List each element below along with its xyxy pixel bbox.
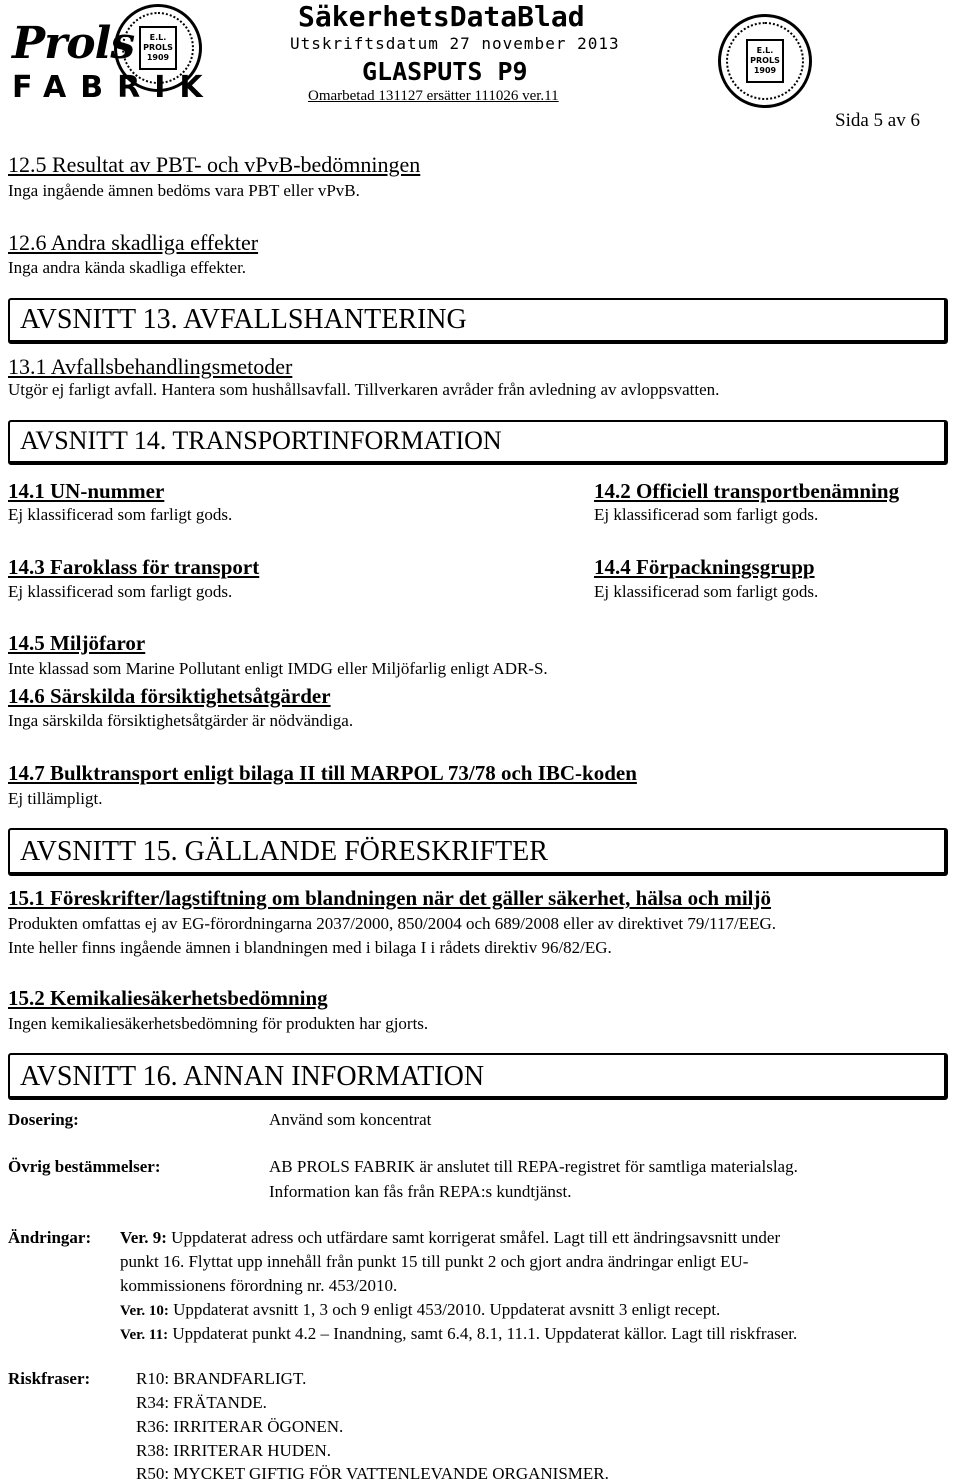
change-v9-line2: punkt 16. Flyttat upp innehåll från punkt 15 till punkt 2 och gjort andra ändringar enligt EU- xyxy=(120,1252,749,1271)
text-14-2: Ej klassificerad som farligt gods. xyxy=(594,505,819,524)
text-12-5: Inga ingående ämnen bedöms vara PBT eller vPvB. xyxy=(8,181,360,200)
risk-label: Riskfraser: xyxy=(8,1369,91,1388)
seal-text: 1909 xyxy=(146,53,170,62)
change-v10-text: Uppdaterat avsnitt 1, 3 och 9 enligt 453/2010. Uppdaterat avsnitt 3 enligt recept. xyxy=(173,1300,721,1319)
section-13-box xyxy=(8,298,948,344)
text-14-3: Ej klassificerad som farligt gods. xyxy=(8,582,233,601)
risk-phrase-r36: R36: IRRITERAR ÖGONEN. xyxy=(136,1417,344,1436)
change-v10-tag: Ver. 10: xyxy=(120,1303,169,1319)
heading-15-2: 15.2 Kemikaliesäkerhetsbedömning xyxy=(8,986,328,1010)
text-14-5: Inte klassad som Marine Pollutant enligt IMDG eller Miljöfarlig enligt ADR-S. xyxy=(8,659,548,678)
heading-14-7: 14.7 Bulktransport enligt bilaga II till MARPOL 73/78 och IBC-koden xyxy=(8,761,637,785)
page-number: Sida 5 av 6 xyxy=(835,110,920,131)
logo-script: Prols xyxy=(12,18,135,69)
text-14-1: Ej klassificerad som farligt gods. xyxy=(8,505,233,524)
text-15-2: Ingen kemikaliesäkerhetsbedömning för produkten har gjorts. xyxy=(8,1014,429,1033)
section-16-box xyxy=(8,1053,948,1100)
seal-right-icon xyxy=(718,14,812,108)
heading-12-6: 12.6 Andra skadliga effekter xyxy=(8,230,259,255)
dosing-label: Dosering: xyxy=(8,1110,79,1129)
section-15-box xyxy=(8,828,948,876)
change-v11-text: Uppdaterat punkt 4.2 – Inandning, samt 6.4, 8.1, 11.1. Uppdaterat källor. Lagt till riskfraser. xyxy=(172,1324,798,1343)
heading-14-5: 14.5 Miljöfaror xyxy=(8,631,146,655)
heading-14-1: 14.1 UN-nummer xyxy=(8,479,165,503)
heading-14-2: 14.2 Officiell transportbenämning xyxy=(594,479,900,503)
text-15-1-line1: Produkten omfattas ej av EG-förordningarna 2037/2000, 850/2004 och 689/2008 eller av direktivet 79/117/EEG. xyxy=(8,914,776,933)
change-v11-tag: Ver. 11: xyxy=(120,1327,169,1343)
print-date: Utskriftsdatum 27 november 2013 xyxy=(290,34,620,53)
document-title: SäkerhetsDataBlad xyxy=(298,0,585,33)
risk-phrase-r38: R38: IRRITERAR HUDEN. xyxy=(136,1441,332,1460)
change-v9-line3: kommissionens förordning nr. 453/2010. xyxy=(120,1276,398,1295)
seal-text: 1909 xyxy=(753,66,777,75)
seal-left-icon xyxy=(114,4,202,92)
heading-13-1: 13.1 Avfallsbehandlingsmetoder xyxy=(8,354,293,379)
heading-15-1: 15.1 Föreskrifter/lagstiftning om blandningen när det gäller säkerhet, hälsa och miljö xyxy=(8,886,772,910)
heading-12-5: 12.5 Resultat av PBT- och vPvB-bedömningen xyxy=(8,152,421,177)
risk-phrase-r34: R34: FRÄTANDE. xyxy=(136,1393,267,1412)
other-rules-line2: Information kan fås från REPA:s kundtjänst. xyxy=(269,1182,572,1201)
change-v10-line xyxy=(120,1300,720,1320)
text-15-1-line2: Inte heller finns ingående ämnen i blandningen med i bilaga I i rådets direktiv 96/82/EG. xyxy=(8,938,612,957)
text-14-7: Ej tillämpligt. xyxy=(8,789,103,808)
revision-note: Omarbetad 131127 ersätter 111026 ver.11 xyxy=(308,88,559,104)
section-15-title: AVSNITT 15. GÄLLANDE FÖRESKRIFTER xyxy=(20,836,548,867)
section-16-title: AVSNITT 16. ANNAN INFORMATION xyxy=(20,1061,485,1092)
section-13-title: AVSNITT 13. AVFALLSHANTERING xyxy=(20,304,467,335)
text-13-1: Utgör ej farligt avfall. Hantera som hushållsavfall. Tillverkaren avråder från avledning av avloppsvatten. xyxy=(8,380,720,399)
change-v9-tag: Ver. 9: xyxy=(120,1228,167,1247)
heading-14-4: 14.4 Förpackningsgrupp xyxy=(594,555,815,579)
section-14-box xyxy=(8,420,948,465)
change-v9-line1 xyxy=(120,1228,780,1248)
risk-phrase-r50: R50: MYCKET GIFTIG FÖR VATTENLEVANDE ORGANISMER. xyxy=(136,1464,609,1483)
text-14-6: Inga särskilda försiktighetsåtgärder är nödvändiga. xyxy=(8,711,354,730)
change-v11-line xyxy=(120,1324,797,1344)
dosing-value: Använd som koncentrat xyxy=(269,1110,432,1129)
logo-fabrik: FABRIK xyxy=(12,70,217,105)
seal-text: E.L. xyxy=(149,33,167,42)
text-12-6: Inga andra kända skadliga effekter. xyxy=(8,258,247,277)
risk-phrase-r10: R10: BRANDFARLIGT. xyxy=(136,1369,307,1388)
text-14-4: Ej klassificerad som farligt gods. xyxy=(594,582,819,601)
seal-text: E.L. xyxy=(756,46,774,55)
heading-14-6: 14.6 Särskilda försiktighetsåtgärder xyxy=(8,684,331,708)
seal-text: PROLS xyxy=(750,56,780,65)
other-rules-label: Övrig bestämmelser: xyxy=(8,1157,161,1176)
other-rules-line1: AB PROLS FABRIK är anslutet till REPA-registret för samtliga materialslag. xyxy=(269,1157,798,1176)
changes-label: Ändringar: xyxy=(8,1228,92,1247)
change-v9-text1: Uppdaterat adress och utfärdare samt korrigerat småfel. Lagt till ett ändringsavsnitt under xyxy=(171,1228,781,1247)
product-name: GLASPUTS P9 xyxy=(362,57,528,86)
section-14-title: AVSNITT 14. TRANSPORTINFORMATION xyxy=(20,426,502,455)
seal-text: PROLS xyxy=(143,43,173,52)
heading-14-3: 14.3 Faroklass för transport xyxy=(8,555,260,579)
